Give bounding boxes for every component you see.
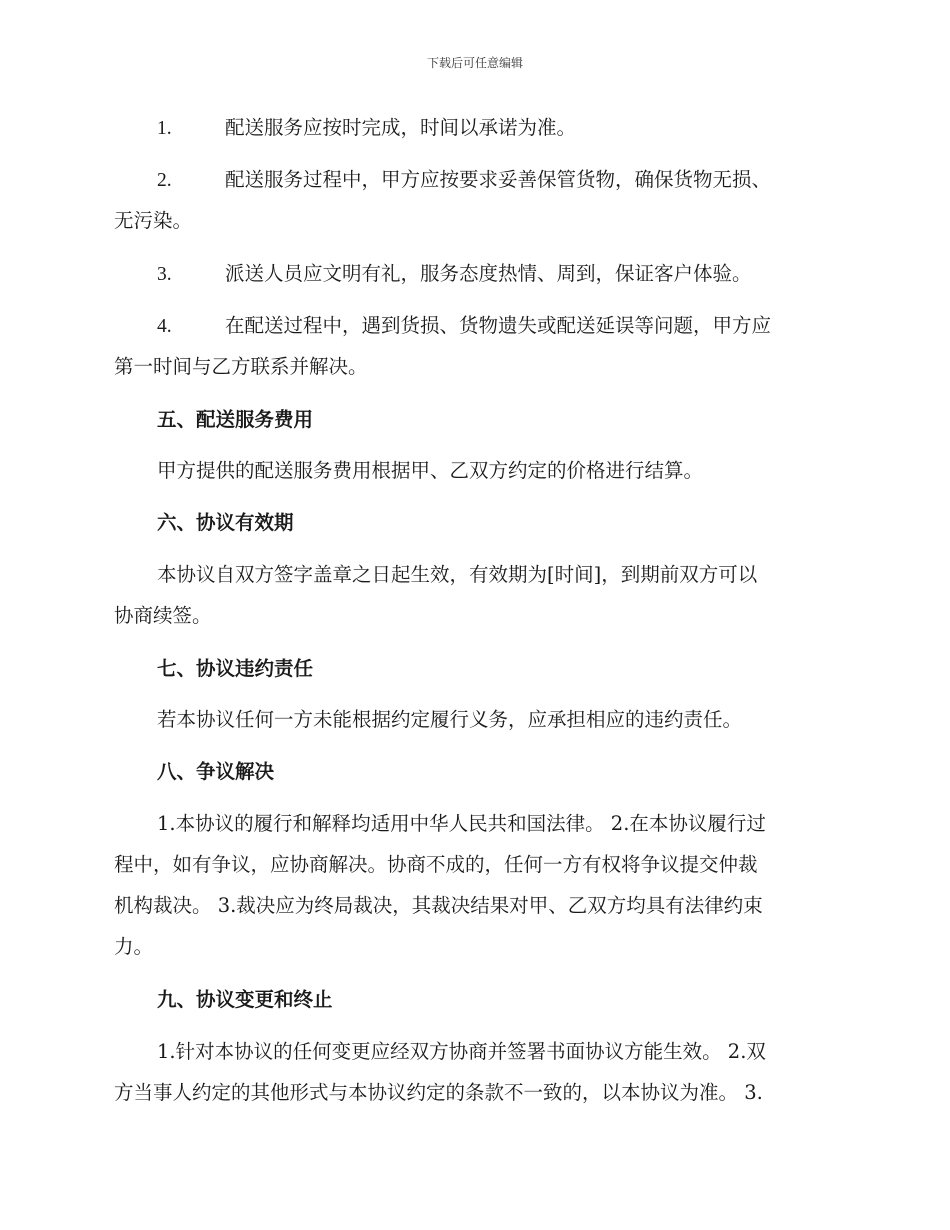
- item-continuation: 无污染。: [114, 209, 193, 232]
- list-item: [114, 316, 834, 337]
- list-item: [114, 170, 834, 191]
- paragraph-line: 方当事人约定的其他形式与本协议约定的条款不一致的，以本协议为准。 3.: [114, 1081, 763, 1104]
- paragraph-line: 甲方提供的配送服务费用根据甲、乙双方约定的价格进行结算。: [157, 459, 704, 482]
- paragraph-line: 若本协议任何一方未能根据约定履行义务，应承担相应的违约责任。: [157, 708, 743, 731]
- paragraph-line: 本协议自双方签字盖章之日起生效，有效期为[时间]，到期前双方可以: [157, 563, 758, 586]
- item-text: 派送人员应文明有礼，服务态度热情、周到，保证客户体验。: [225, 262, 752, 285]
- item-text: 配送服务应按时完成，时间以承诺为准。: [225, 116, 577, 139]
- item-text: 在配送过程中，遇到货损、货物遗失或配送延误等问题，甲方应: [225, 314, 772, 337]
- item-number: 2.: [157, 170, 172, 191]
- section-heading: 五、配送服务费用: [157, 408, 314, 431]
- list-item: [114, 118, 834, 139]
- section-heading: 八、争议解决: [157, 760, 275, 783]
- section-heading: 九、协议变更和终止: [157, 988, 333, 1011]
- item-text: 配送服务过程中，甲方应按要求妥善保管货物，确保货物无损、: [225, 168, 772, 191]
- paragraph-line: 1.本协议的履行和解释均适用中华人民共和国法律。 2.在本协议履行过: [157, 812, 766, 835]
- paragraph-line: 1.针对本协议的任何变更应经双方协商并签署书面协议方能生效。 2.双: [157, 1040, 766, 1063]
- item-number: 1.: [157, 118, 172, 139]
- paragraph-line: 协商续签。: [114, 604, 212, 627]
- section-heading: 七、协议违约责任: [157, 657, 314, 680]
- item-number: 4.: [157, 316, 172, 337]
- item-continuation: 第一时间与乙方联系并解决。: [114, 355, 368, 378]
- paragraph-line: 力。: [114, 935, 154, 958]
- item-number: 3.: [157, 264, 172, 285]
- page-header: 下载后可任意编辑: [426, 56, 523, 70]
- list-item: [114, 264, 834, 285]
- paragraph-line: 程中，如有争议，应协商解决。协商不成的，任何一方有权将争议提交仲裁: [114, 853, 758, 876]
- section-heading: 六、协议有效期: [157, 511, 294, 534]
- paragraph-line: 机构裁决。 3.裁决应为终局裁决，其裁决结果对甲、乙双方均具有法律约束: [114, 894, 763, 917]
